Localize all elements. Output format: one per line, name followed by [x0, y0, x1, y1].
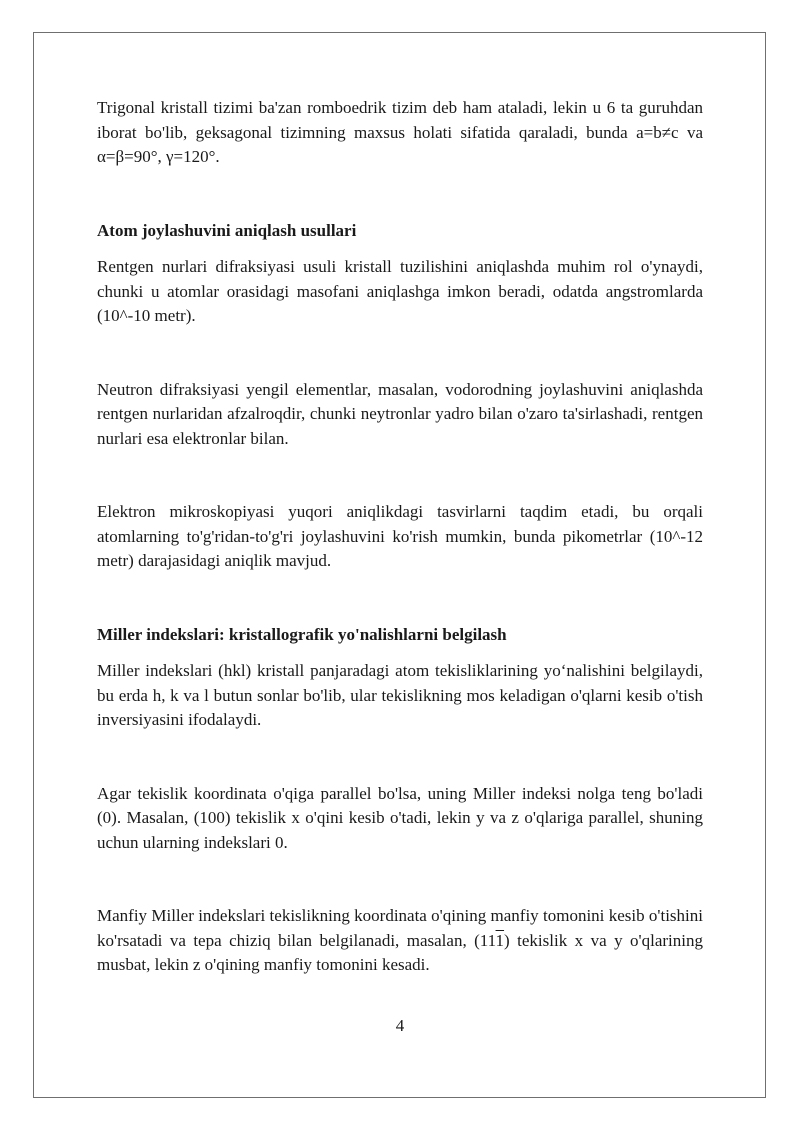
paragraph-parallel-plane-zero: Agar tekislik koordinata o'qiga parallel bo'lsa, uning Miller indeksi nolga teng bo'ladi (0). Masalan, (100) tekislik x o'qini kesib o'tadi, lekin y va z o'qlariga parallel, shuning uchun ularning indekslari 0. [97, 783, 703, 852]
heading-atom-positioning-methods: Atom joylashuvini aniqlash usullari [97, 220, 357, 240]
heading-miller-indices: Miller indekslari: kristallografik yo'nalishlarni belgilash [97, 624, 507, 644]
negative-indices-text-start: Manfiy Miller indekslari tekislikning koordinata o'qining manfiy tomonini kesib o'tishini ko'rsatadi va tepa chiziq bilan belgilanadi, masalan, (11 [97, 906, 703, 950]
overlined-index: 1 [495, 930, 505, 950]
paragraph-negative-indices [97, 904, 703, 978]
document-body [97, 96, 703, 978]
paragraph-electron-microscopy: Elektron mikroskopiyasi yuqori aniqlikdagi tasvirlarni taqdim etadi, bu orqali atomlarning to'g'ridan-to'g'ri joylashuvini ko'rish mumkin, bunda pikometrlar (10^-12 metr) darajasidagi aniqlik mavjud. [97, 502, 703, 570]
paragraph-trigonal-system: Trigonal kristall tizimi ba'zan romboedrik tizim deb ham ataladi, lekin u 6 ta guruhdan iborat bo'lib, geksagonal tizimning maxsus holati sifatida qaraladi, bunda a=b≠c va α=β=90°, γ=120°. [97, 98, 703, 166]
negative-indices-text-end: ) tekislik x va y o'qlarining musbat, lekin z o'qining manfiy tomonini kesadi. [97, 930, 703, 974]
paragraph-miller-definition: Miller indekslari (hkl) kristall panjaradagi atom tekisliklarining yo‘nalishini belgilaydi, bu erda h, k va l butun sonlar bo'lib, ular tekislikning mos keladigan o'qlarni kesib o'tish inversiyasini ifodalaydi. [97, 661, 703, 729]
paragraph-xray-diffraction: Rentgen nurlari difraksiyasi usuli kristall tuzilishini aniqlashda muhim rol o'ynaydi, chunki u atomlar orasidagi masofani aniqlashga imkon beradi, odatda angstromlarda (10^-10 metr). [97, 257, 703, 325]
paragraph-neutron-diffraction: Neutron difraksiyasi yengil elementlar, masalan, vodorodning joylashuvini aniqlashda rentgen nurlaridan afzalroqdir, chunki neytronlar yadro bilan o'zaro ta'sirlashadi, rentgen nurlari esa elektronlar bilan. [97, 379, 703, 448]
page-number: 4 [395, 1016, 405, 1035]
